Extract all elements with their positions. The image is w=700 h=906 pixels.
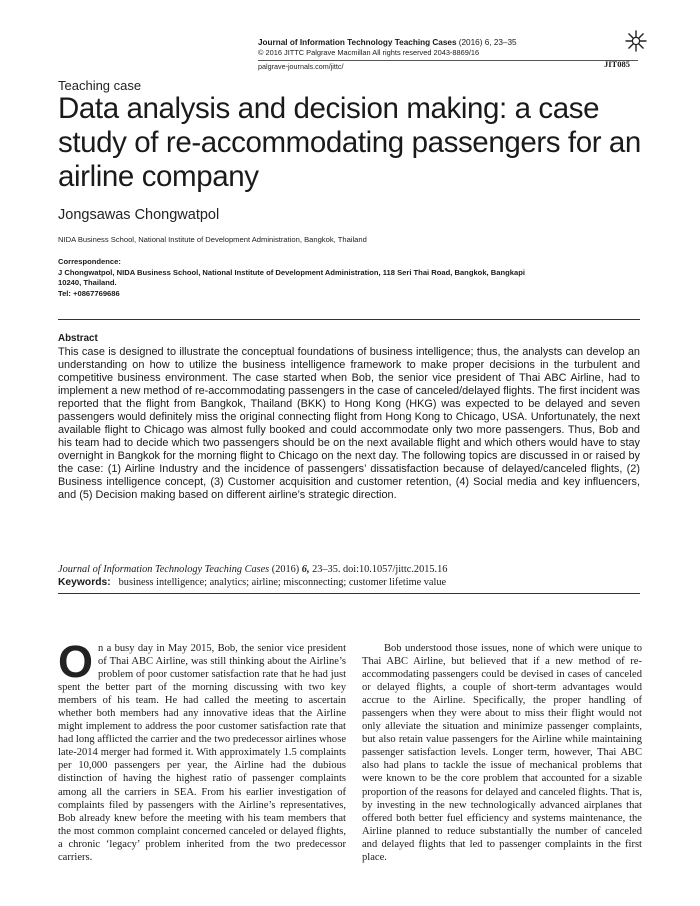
- keywords-label: Keywords:: [58, 577, 111, 588]
- correspondence-block: [58, 257, 528, 299]
- abstract-bottom-rule: [58, 593, 640, 594]
- journal-title: Journal of Information Technology Teaching Cases: [258, 38, 457, 47]
- correspondence-address: J Chongwatpol, NIDA Business School, National Institute of Development Administration, 118 Seri Thai Road, Bangkok, Bangkapi 10240, Thailand.: [58, 267, 525, 288]
- correspondence-label: Correspondence:: [58, 257, 121, 266]
- drop-cap: O: [58, 636, 94, 687]
- citation-line: [58, 564, 447, 575]
- keywords-values: business intelligence; analytics; airline; misconnecting; customer lifetime value: [118, 577, 447, 588]
- journal-url: palgrave-journals.com/jittc/: [258, 62, 344, 71]
- journal-title-line: [258, 38, 638, 48]
- correspondence-tel: Tel: +0867769686: [58, 288, 120, 298]
- article-title: Data analysis and decision making: a case study of re-accommodating passengers for an airline company: [58, 92, 641, 193]
- citation-pages-doi: 23–35. doi:10.1057/jittc.2015.16: [309, 564, 448, 575]
- body-column-right: [362, 642, 642, 864]
- abstract-heading: Abstract: [58, 333, 98, 344]
- publisher-star-logo-icon: [625, 30, 647, 52]
- abstract-body: This case is designed to illustrate the conceptual foundations of business intelligence; thus, the analysts can develop an understanding on how to utilize the business intelligence framework to make proper decisions in the turbulent and competitive business environment. The case started when Bob, the senior vice president of Thai ABC Airline, had to implement a new method of re-accommodating passengers in the case of canceled/delayed flights. The first incident was reported that the flight from Bangkok, Thailand (BKK) to Hong Kong (HKG) was expected to be delayed and seven passengers would definitely miss the original connecting flight from Hong Kong to Chicago, USA. Unfortunately, the next available flight to Chicago was almost fully booked and could accommodate only two more passengers. Thus, Bob and his team had to decide which two passengers should be on the next available flight and which others would have to stay overnight in Bangkok for the morning flight to Chicago on the next day. The following topics are discussed in or raised by the case: (1) Airline Industry and the incidence of passengers’ dissatisfaction because of delayed/canceled flights, (2) Business intelligence concept, (3) Customer acquisition and customer retention, (4) Social media and key influencers, and (5) Decision making based on different airline’s strategic direction.: [58, 346, 640, 501]
- body-column-left: [58, 636, 346, 864]
- abstract-top-rule: [58, 319, 640, 320]
- citation-journal: Journal of Information Technology Teaching Cases: [58, 564, 270, 575]
- citation-year: (2016): [269, 564, 302, 575]
- journal-issue: (2016) 6, 23–35: [456, 38, 517, 47]
- author-name: Jongsawas Chongwatpol: [58, 207, 220, 223]
- author-affiliation: NIDA Business School, National Institute of Development Administration, Bangkok, Thailand: [58, 235, 367, 244]
- keywords-line: [58, 577, 446, 588]
- body-paragraph-1: n a busy day in May 2015, Bob, the senior vice president of Thai ABC Airline, was still thinking about the Airline’s problem of poor customer satisfaction rate that he had just spent the better part of the morning discussing with two key members of his team. He had called the meeting to ascertain whether both members had any innovative ideas that the Airline might implement to address the poor customer satisfaction rate that had long afflicted the carrier and the two predecessor airlines whose late-2014 merger had formed it. With approximately 1.5 complaints per 10,000 passengers per year, the Airline had the dubious distinction of having the highest ratio of passenger complaints among all the carriers in SEA. From his earlier investigation of complaints filed by passengers with the Airline’s representatives, Bob already knew before the meeting with his team members that the most common complaint concerned canceled or delayed flights, a chronic ‘legacy’ problem inherited from the two predecessor carriers.: [58, 643, 346, 863]
- body-paragraph-2: Bob understood those issues, none of which were unique to Thai ABC Airline, but believed that if a new method of re-accommodating passengers could be devised in cases of canceled or delayed flights, a couple of short-term advantages would accrue to the Airline. Specifically, the proper handling of passengers when they were about to miss their flight would not only alleviate the situation and minimize passenger complaints, but also retain value passengers for the Airline while maintaining passenger satisfaction levels. Longer term, however, Thai ABC also had plans to tackle the issue of mechanical problems that were known to be the core problem that accounted for a sizable proportion of the reasons for delayed and canceled flights. That is, by investing in the new technologically advanced airplanes that offered both better fuel efficiency and systems maintenance, the Airline planned to reduce substantially the number of canceled and delayed flights that led to passenger complaints in the first place.: [362, 643, 642, 863]
- copyright-line: © 2016 JITTC Palgrave Macmillan All rights reserved 2043-8869/16: [258, 47, 480, 57]
- journal-header: [258, 38, 638, 57]
- citation-volume: 6,: [301, 564, 310, 575]
- header-divider: [258, 60, 638, 61]
- article-type: Teaching case: [58, 78, 142, 93]
- article-code: JIT085: [604, 59, 630, 69]
